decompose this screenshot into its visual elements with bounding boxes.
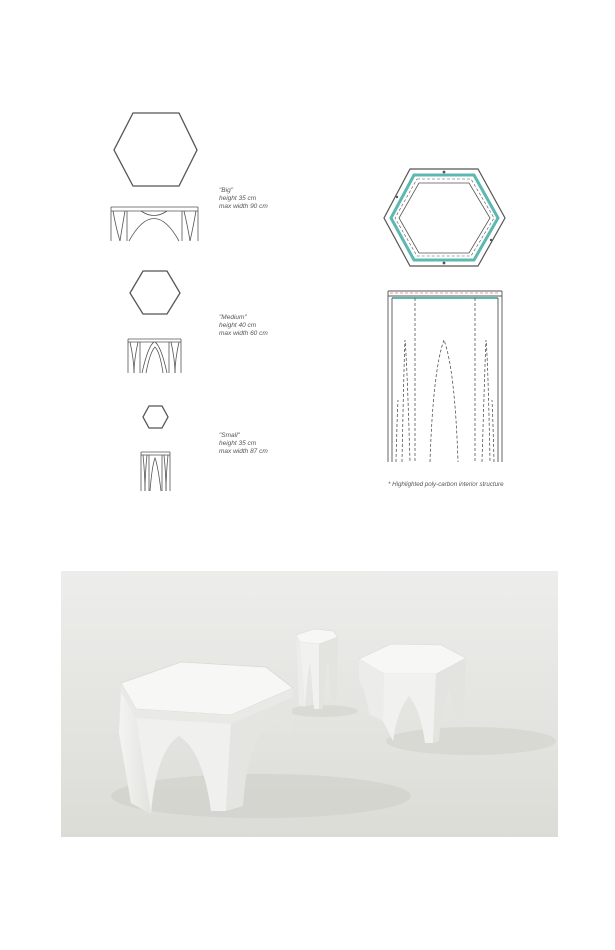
small-side-view [141,452,170,491]
size-name: "Medium" [219,314,247,321]
size-height: height 40 cm [219,322,257,330]
render-photo [61,571,558,837]
size-height: height 35 cm [219,195,257,203]
size-name: "Small" [219,432,240,439]
size-name: "Big" [219,187,234,194]
structure-note: * Highlighted poly-carbon interior structure [388,481,504,488]
big-side-view [111,207,198,241]
size-width: max width 87 cm [219,448,268,456]
small-top-view [143,406,168,428]
label-medium [219,314,268,339]
size-width: max width 60 cm [219,330,268,338]
size-height: height 35 cm [219,440,257,448]
medium-top-view [130,271,180,314]
label-big [219,187,268,212]
structure-side-view [388,291,502,462]
medium-side-view [128,339,181,373]
label-small [219,432,268,457]
size-width: max width 90 cm [219,203,268,211]
big-top-view [114,113,197,186]
structure-top-view [384,169,505,266]
small-stool-render [296,629,338,709]
